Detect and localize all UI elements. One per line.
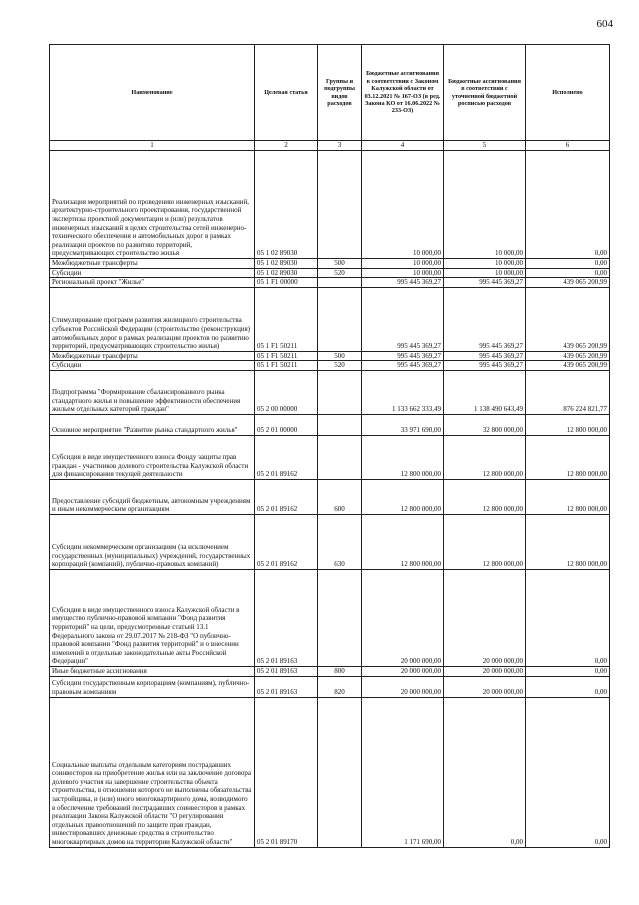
row-code: 05 1 F1 00000 [255,278,318,288]
table-row [50,676,610,697]
row-code: 05 1 F1 50211 [255,361,318,371]
header-row [50,45,610,141]
row-code: 05 2 01 89163 [255,569,318,666]
table-row [50,666,610,676]
row-budget-refined: 995 445 369,27 [444,278,526,288]
row-budget-law: 1 171 690,00 [362,697,444,847]
table-row [50,351,610,361]
row-budget-law: 20 000 000,00 [362,569,444,666]
column-number: 2 [255,141,318,151]
row-budget-refined: 10 000,00 [444,259,526,269]
row-group: 500 [318,351,362,361]
row-group: 520 [318,361,362,371]
row-budget-refined: 10 000,00 [444,268,526,278]
row-code: 05 2 01 89162 [255,435,318,479]
table-row [50,435,610,479]
row-budget-refined: 995 445 369,27 [444,287,526,351]
column-number: 3 [318,141,362,151]
row-budget-refined: 20 000 000,00 [444,666,526,676]
row-executed: 439 065 200,99 [526,361,610,371]
row-name: Субсидии [50,268,255,278]
row-budget-refined: 12 800 000,00 [444,479,526,514]
header-budget-law: Бюджетные ассигнования в соответствии с Законом Калужской области от 03.12.2021 № 167-ОЗ (в ред. Закона КО от 16.06.2022 № 233-ОЗ) [362,45,444,141]
row-budget-refined: 12 800 000,00 [444,435,526,479]
row-code: 05 2 01 89163 [255,676,318,697]
row-budget-refined: 20 000 000,00 [444,569,526,666]
row-name: Субсидии [50,361,255,371]
table-row [50,278,610,288]
row-code: 05 1 F1 50211 [255,351,318,361]
row-budget-law: 995 445 369,27 [362,361,444,371]
row-name: Реализация мероприятий по проведению инженерных изысканий, архитектурно-строительного проектирования, государственной экспертизы проектной документации и (или) результатов инженерных изысканий в целях строительства сетей инженерно-технического обеспечения и автомобильных дорог в рамках реализации проектов по развитию территорий, предусматривающих строительство жилья [50,151,255,259]
row-budget-law: 10 000,00 [362,259,444,269]
row-budget-law: 12 800 000,00 [362,514,444,569]
row-code: 05 2 00 00000 [255,370,318,414]
row-executed: 0,00 [526,676,610,697]
row-budget-refined: 995 445 369,27 [444,351,526,361]
table-row [50,151,610,259]
header-executed: Исполнено [526,45,610,141]
row-group: 630 [318,514,362,569]
row-executed: 12 800 000,00 [526,414,610,435]
row-executed: 876 224 821,77 [526,370,610,414]
column-number: 5 [444,141,526,151]
row-group: 820 [318,676,362,697]
row-budget-law: 1 133 662 333,49 [362,370,444,414]
table-row [50,479,610,514]
header-name: Наименование [50,45,255,141]
table-row [50,361,610,371]
row-group [318,370,362,414]
row-code: 05 2 01 89170 [255,697,318,847]
row-group: 600 [318,479,362,514]
row-executed: 0,00 [526,151,610,259]
header-code: Целевая статья [255,45,318,141]
row-name: Субсидии государственным корпорациям (компаниям), публично-правовым компаниям [50,676,255,697]
row-executed: 439 065 200,99 [526,351,610,361]
row-code: 05 1 F1 50211 [255,287,318,351]
row-executed: 12 800 000,00 [526,479,610,514]
row-budget-law: 995 445 369,27 [362,287,444,351]
column-number: 6 [526,141,610,151]
row-code: 05 2 01 89162 [255,514,318,569]
row-budget-law: 995 445 369,27 [362,351,444,361]
row-budget-law: 20 000 000,00 [362,676,444,697]
row-executed: 0,00 [526,569,610,666]
row-group: 500 [318,259,362,269]
row-budget-refined: 1 138 490 643,49 [444,370,526,414]
column-number: 1 [50,141,255,151]
table-row [50,287,610,351]
row-group [318,435,362,479]
row-budget-law: 10 000,00 [362,151,444,259]
row-name: Стимулирование программ развития жилищного строительства субъектов Российской Федерации (строительство (реконструкция) автомобильных дорог в рамках реализации проектов по развитию территорий, предусматривающих строительство жилья) [50,287,255,351]
row-group [318,278,362,288]
row-group [318,697,362,847]
table-row [50,259,610,269]
row-name: Подпрограмма "Формирование сбалансированного рынка стандартного жилья и повышение эффективности обеспечения жильем отдельных категорий граждан" [50,370,255,414]
row-code: 05 1 02 89030 [255,259,318,269]
budget-table [49,44,610,848]
table-row [50,370,610,414]
row-budget-law: 33 971 690,00 [362,414,444,435]
row-name: Предоставление субсидий бюджетным, автономным учреждениям и иным некоммерческим организациям [50,479,255,514]
row-group: 800 [318,666,362,676]
page-number: 604 [596,18,613,30]
row-budget-law: 12 800 000,00 [362,479,444,514]
row-executed: 12 800 000,00 [526,514,610,569]
table-row [50,268,610,278]
row-executed: 0,00 [526,268,610,278]
column-number: 4 [362,141,444,151]
row-group [318,287,362,351]
row-budget-law: 10 000,00 [362,268,444,278]
row-group [318,151,362,259]
table-row [50,414,610,435]
table-row [50,569,610,666]
row-group: 520 [318,268,362,278]
row-budget-refined: 10 000,00 [444,151,526,259]
row-name: Социальные выплаты отдельным категориям пострадавших соинвесторов на приобретение жилья или на заключение договора долевого участия на завершение строительства объекта строительства, в отношении которого не выполнены обязательства застройщика, и (или) иного многоквартирного дома, возводимого в обеспечение требований пострадавших соинвесторов в рамках реализации Закона Калужской области "О регулировании отдельных правоотношений по защите прав граждан, инвестировавших денежные средства в строительство многоквартирных домов на территории Калужской области" [50,697,255,847]
row-executed: 12 800 000,00 [526,435,610,479]
row-code: 05 1 02 89030 [255,268,318,278]
header-group: Группы и подгруппы видов расходов [318,45,362,141]
row-executed: 439 065 200,99 [526,278,610,288]
row-budget-refined: 20 000 000,00 [444,676,526,697]
row-budget-refined: 0,00 [444,697,526,847]
row-budget-law: 12 800 000,00 [362,435,444,479]
row-budget-refined: 12 800 000,00 [444,514,526,569]
row-budget-law: 20 000 000,00 [362,666,444,676]
row-name: Основное мероприятие "Развитие рынка стандартного жилья" [50,414,255,435]
row-budget-law: 995 445 369,27 [362,278,444,288]
row-name: Субсидии некоммерческим организациям (за исключением государственных (муниципальных) учреждений, государственных корпораций (компаний), публично-правовых компаний) [50,514,255,569]
row-name: Иные бюджетные ассигнования [50,666,255,676]
table-row [50,697,610,847]
column-number-row [50,141,610,151]
row-name: Межбюджетные трансферты [50,351,255,361]
row-code: 05 2 01 89163 [255,666,318,676]
row-code: 05 2 01 89162 [255,479,318,514]
row-budget-refined: 32 800 000,00 [444,414,526,435]
row-name: Региональный проект "Жилье" [50,278,255,288]
table-row [50,514,610,569]
row-name: Субсидия в виде имущественного взноса Фонду защиты прав граждан - участников долевого строительства Калужской области для финансирования текущей деятельности [50,435,255,479]
row-executed: 0,00 [526,666,610,676]
row-executed: 439 065 200,99 [526,287,610,351]
row-code: 05 1 02 89030 [255,151,318,259]
row-name: Межбюджетные трансферты [50,259,255,269]
header-budget-refined: Бюджетные ассигнования в соответствии с уточненной бюджетной росписью расходов [444,45,526,141]
row-executed: 0,00 [526,697,610,847]
row-name: Субсидия в виде имущественного взноса Калужской области в имущество публично-правовой компании "Фонд развития территорий" на цели, предусмотренные статьей 13.1 Федерального закона от 29.07.2017 № 218-ФЗ "О публично-правовой компании "Фонд развития территорий" и о внесении изменений в отдельные законодательные акты Российской Федерации" [50,569,255,666]
row-executed: 0,00 [526,259,610,269]
row-group [318,569,362,666]
row-budget-refined: 995 445 369,27 [444,361,526,371]
row-code: 05 2 01 00000 [255,414,318,435]
row-group [318,414,362,435]
